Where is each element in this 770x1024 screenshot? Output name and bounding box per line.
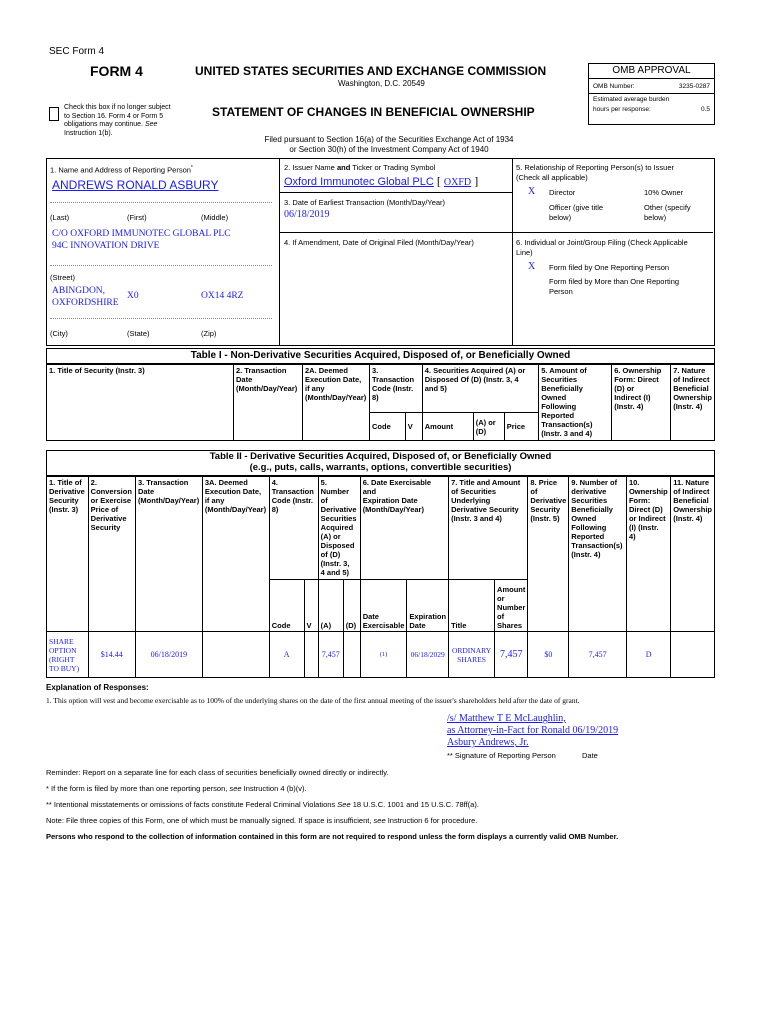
explanation-heading: Explanation of Responses: <box>46 683 149 692</box>
cell-line: (Instr. 3) <box>49 505 79 514</box>
cell-line: derivative <box>571 487 607 496</box>
other-label <box>644 203 691 223</box>
cell-line: or <box>497 594 505 603</box>
omb-number-label: OMB Number: <box>593 83 635 90</box>
cell-line: Direct (D) <box>628 505 663 514</box>
cell-line: Disposed Of (D) (Instr. 3, 4 <box>424 375 519 384</box>
omb-approval-box <box>588 63 715 125</box>
file-note-text: Note: File three copies of this Form, one of which must be manually signed. If space is insufficient, <box>46 816 372 825</box>
box5-label-line: 5. Relationship of Reporting Person(s) to Issuer <box>516 163 674 172</box>
row-number-acquired: 7,457 <box>318 632 343 678</box>
t2-col-date <box>135 477 202 632</box>
cell-line: (Instr. 4) <box>673 402 703 411</box>
signature-line: as Attorney-in-Fact for Ronald <box>447 725 571 736</box>
divider <box>50 318 272 319</box>
cell-line: (Instr. 3 and 4) <box>541 429 593 438</box>
cell-line: Beneficial <box>673 384 709 393</box>
t2-sub-code: Code <box>269 580 304 632</box>
divider <box>279 192 512 193</box>
file-note-see: see <box>373 816 386 825</box>
cell-line: Acquired <box>320 523 354 532</box>
no-longer-subject-checkbox[interactable] <box>49 107 59 121</box>
box6-label <box>516 238 688 258</box>
omb-hours: 0.5 <box>700 106 710 113</box>
box6-label-line: 6. Individual or Joint/Group Filing (Check Applicable <box>516 238 688 247</box>
cell-line: Beneficially <box>541 384 583 393</box>
t2-sub-date-exercisable <box>360 580 407 632</box>
last-label: (Last) <box>50 213 70 222</box>
reporting-person-name[interactable]: ANDREWS RONALD ASBURY <box>52 178 219 192</box>
box6-label-line: Line) <box>516 248 533 257</box>
t2-sub-a: (A) <box>318 580 343 632</box>
cell-line: (D) or <box>614 384 635 393</box>
t1-sub-aord <box>473 413 504 441</box>
city-line: OXFORDSHIRE <box>52 298 119 308</box>
address-line: 94C INNOVATION DRIVE <box>52 241 160 251</box>
cell-line: Security <box>530 505 560 514</box>
cell-line: 3. Transaction <box>137 478 189 487</box>
cell-line: Form: <box>628 496 651 505</box>
omb-number-row <box>589 79 714 93</box>
double-star-text: 18 U.S.C. 1001 and 15 U.S.C. 78ff(a). <box>352 800 479 809</box>
cell-line: Expiration <box>409 612 447 621</box>
cell-line: Securities <box>320 514 357 523</box>
box2-label-and: and <box>336 163 351 172</box>
box5-label <box>516 163 674 183</box>
t2-col-title <box>47 477 89 632</box>
t2-sub-v: V <box>304 580 318 632</box>
cell-line: Derivative Security <box>451 505 519 514</box>
cell-line: of Indirect <box>673 487 710 496</box>
cell-line: SHARE <box>49 636 74 646</box>
t1-col-acquired <box>422 365 538 413</box>
cell-line: of (D) <box>320 550 341 559</box>
ticker-symbol[interactable]: OXFD <box>443 177 472 188</box>
box1-star: * <box>190 165 193 171</box>
row-transaction-date: 06/18/2019 <box>135 632 202 678</box>
issuer-line <box>284 174 478 189</box>
cell-line: OPTION <box>49 645 77 655</box>
cell-line: TO BUY) <box>49 663 80 673</box>
cell-line: (Month/Day/Year) <box>137 496 200 505</box>
box2-label-b: Ticker or Trading Symbol <box>352 163 436 172</box>
cell-line: Derivative <box>530 496 567 505</box>
checkbox-instructions <box>64 104 171 138</box>
cell-line: Security <box>90 523 121 532</box>
cell-line: Derivative <box>320 505 357 514</box>
cell-line: (D) <box>475 426 487 436</box>
row-owned-following: 7,457 <box>569 632 627 678</box>
t1-col-date <box>234 365 303 441</box>
form-title: FORM 4 <box>90 63 143 79</box>
filed-line: Filed pursuant to Section 16(a) of the Securities Exchange Act of 1934 <box>264 135 514 144</box>
box3-label: 3. Date of Earliest Transaction (Month/Day/Year) <box>284 198 446 207</box>
cell-line: 4 and 5) <box>320 568 350 577</box>
statement-title: STATEMENT OF CHANGES IN BENEFICIAL OWNERSHIP <box>212 105 535 119</box>
cell-line: 9. Number of <box>571 478 618 487</box>
other-line: below) <box>644 213 667 222</box>
checkbox-text-line: Check this box if no longer subject <box>64 104 171 111</box>
cell-line: Transaction <box>271 487 314 496</box>
cell-line: Date <box>236 375 253 384</box>
cell-line: of <box>530 487 538 496</box>
filed-line: or Section 30(h) of the Investment Company Act of 1940 <box>289 145 489 154</box>
cell-line: (Instr. 3, <box>320 559 350 568</box>
cell-line: Underlying <box>451 496 491 505</box>
cell-line: 2. Transaction <box>236 366 287 375</box>
t2-col-code <box>269 477 318 580</box>
cell-line: Security <box>49 496 79 505</box>
t2-sub-title: Title <box>449 580 495 632</box>
state-value: X0 <box>127 291 139 301</box>
table2-title <box>46 450 715 476</box>
ten-percent-owner-label: 10% Owner <box>644 188 684 197</box>
sec-form-label: SEC Form 4 <box>49 46 105 57</box>
explanation-note-1: 1. This option will vest and become exercisable as to 100% of the underlying shares on the date of the first annual meeting of the issuer's shareholders held after the date of grant. <box>46 696 580 705</box>
cell-line: 7. Nature <box>673 366 706 375</box>
t1-col-ownership-form <box>612 365 671 441</box>
cell-line: Date <box>362 612 379 621</box>
table2-title-line: Table II - Derivative Securities Acquired, Disposed of, or Beneficially Owned <box>209 451 552 462</box>
cell-line: (Instr. 4) <box>571 550 601 559</box>
checkbox-text-line: Instruction 1(b). <box>64 129 113 137</box>
divider <box>50 202 272 203</box>
cell-line: 5. Amount of <box>541 366 587 375</box>
cell-line: Shares <box>497 621 523 630</box>
cell-line: Expiration Date <box>362 496 418 505</box>
cell-line: Owned <box>541 393 567 402</box>
omb-title: OMB APPROVAL <box>589 64 714 79</box>
row-security <box>47 632 89 678</box>
box4-label: 4. If Amendment, Date of Original Filed (Month/Day/Year) <box>284 238 474 247</box>
issuer-name[interactable]: Oxford Immunotec Global PLC <box>284 176 434 188</box>
cell-line: Disposed <box>320 541 355 550</box>
omb-number: 3235-0287 <box>678 83 710 90</box>
officer-label <box>549 203 603 223</box>
cell-line: Indirect (I) <box>614 393 651 402</box>
cell-line: Execution Date, <box>204 487 262 496</box>
t1-sub-price: Price <box>504 413 538 441</box>
cell-line: if any <box>305 384 325 393</box>
t2-col-underlying <box>449 477 528 580</box>
row-code: A <box>269 632 304 678</box>
cell-line: 8) <box>271 505 279 514</box>
signature-label: ** Signature of Reporting Person <box>447 751 556 760</box>
file-note <box>46 813 713 829</box>
cell-line: 8. Price <box>530 478 558 487</box>
table1-title: Table I - Non-Derivative Securities Acquired, Disposed of, or Beneficially Owned <box>46 348 715 364</box>
cell-line: 2A. Deemed <box>305 366 348 375</box>
cell-line: Price of <box>90 505 119 514</box>
agency-title: UNITED STATES SECURITIES AND EXCHANGE COMMISSION <box>195 64 547 78</box>
agency-location: Washington, D.C. 20549 <box>338 79 425 88</box>
signature-date: 06/19/2019 <box>572 725 619 736</box>
cell-line: 8) <box>372 393 379 402</box>
cell-line: 2. <box>90 478 97 487</box>
signature-line: Asbury Andrews, Jr. <box>447 737 529 748</box>
cell-line: (Month/Day/Year) <box>236 384 298 393</box>
t2-sub-amount <box>495 580 528 632</box>
cell-line: (Instr. 4) <box>673 514 703 523</box>
zip-value: OX14 4RZ <box>201 291 244 301</box>
cell-line: (Instr. 4) <box>614 402 644 411</box>
cell-line: ORDINARY <box>451 645 492 655</box>
cell-line: or Exercise <box>90 496 132 505</box>
cell-line: Exercisable <box>362 621 405 630</box>
director-check[interactable]: X <box>528 186 536 197</box>
t2-col-nature <box>671 477 715 632</box>
cell-line: Ownership <box>628 487 668 496</box>
director-label: Director <box>549 188 576 197</box>
star-note-text: * If the form is filed by more than one reporting person, <box>46 784 228 793</box>
divider <box>279 232 713 233</box>
cell-line: Derivative <box>49 487 85 496</box>
file-note-text: Instruction 6 for procedure. <box>387 816 478 825</box>
cell-line: (Instr. 3 and 4) <box>451 514 502 523</box>
t2-col-owned <box>569 477 627 632</box>
cell-line: Amount <box>497 585 526 594</box>
cell-line: Date <box>409 621 426 630</box>
cell-line: 6. Ownership <box>614 366 662 375</box>
footer-notes <box>46 765 713 845</box>
cell-line: Following <box>571 523 607 532</box>
row-underlying-shares: 7,457 <box>495 632 528 678</box>
reminder-note: Reminder: Report on a separate line for each class of securities beneficially owned directly or indirectly. <box>46 768 389 777</box>
t1-col-amount-owned <box>539 365 612 441</box>
cell-line: of Securities <box>451 487 497 496</box>
star-note <box>46 781 713 797</box>
cell-line: 3A. Deemed <box>204 478 248 487</box>
more-persons-line: Form filed by More than One Reporting <box>549 277 680 286</box>
cell-line: 5. <box>320 478 327 487</box>
officer-line: below) <box>549 213 572 222</box>
t2-col-deemed <box>202 477 269 632</box>
other-line: Other (specify <box>644 203 691 212</box>
star-note-text: Instruction 4 (b)(v). <box>243 784 307 793</box>
cell-line: or Indirect <box>628 514 666 523</box>
cell-line: 6. Date Exercisable and <box>362 478 432 496</box>
cell-line: 4. Securities Acquired (A) or <box>424 366 526 375</box>
signature-block <box>447 713 618 749</box>
double-star-text: ** Intentional misstatements or omissions of facts constitute Federal Criminal Violations <box>46 800 336 809</box>
t2-col-ownership-form <box>626 477 670 632</box>
address-line: C/O OXFORD IMMUNOTEC GLOBAL PLC <box>52 229 231 239</box>
box5-label-line: (Check all applicable) <box>516 173 588 182</box>
cell-line: 4. <box>271 478 279 487</box>
cell-line: Execution Date, <box>305 375 362 384</box>
more-persons-label <box>549 277 679 297</box>
box2-label <box>284 163 435 172</box>
t2-col-conversion <box>88 477 135 632</box>
cell-line: SHARES <box>457 654 486 664</box>
one-person-label: Form filed by One Reporting Person <box>549 263 670 272</box>
box1-label-text: 1. Name and Address of Reporting Person <box>50 165 191 175</box>
box2-label-a: 2. Issuer Name <box>284 163 335 172</box>
cell-line: Beneficial <box>673 496 709 505</box>
signature-line: /s/ Matthew T E McLaughlin, <box>447 713 566 724</box>
cell-line: Securities <box>541 375 578 384</box>
omb-hours-row <box>589 105 714 117</box>
cell-line: Beneficially <box>571 505 613 514</box>
t2-col-number <box>318 477 360 580</box>
cell-line: Number <box>497 603 526 612</box>
cell-line: Form: Direct <box>614 375 659 384</box>
filed-pursuant <box>0 135 770 155</box>
cell-line: 3. <box>372 366 379 375</box>
cell-line: Securities <box>571 496 608 505</box>
city-label: (City) <box>50 329 68 338</box>
omb-burden: Estimated average burden <box>589 93 714 105</box>
zip-label: (Zip) <box>201 329 217 338</box>
star-note-see: see <box>229 784 242 793</box>
bracket: [ <box>436 174 441 188</box>
cell-line: if any <box>204 496 225 505</box>
cell-line: (Month/Day/Year) <box>362 505 424 514</box>
earliest-transaction-date: 06/18/2019 <box>284 209 330 220</box>
state-label: (State) <box>127 329 150 338</box>
cell-line: Code (Instr. <box>271 496 314 505</box>
cell-line: Ownership <box>673 505 712 514</box>
divider <box>279 158 280 345</box>
cell-line: Transaction <box>372 375 415 384</box>
street-label: (Street) <box>50 273 76 282</box>
checkbox-text-line: to Section 16. Form 4 or Form 5 <box>64 112 164 120</box>
cell-line: (Month/Day/Year) <box>204 505 267 514</box>
table2 <box>46 476 715 678</box>
cell-line: 11. Nature <box>673 478 710 487</box>
row-underlying-title <box>449 632 495 678</box>
table-row <box>47 632 715 678</box>
cell-line: Date <box>137 487 155 496</box>
cell-line: Transaction(s) <box>571 541 623 550</box>
city-line: ABINGDON, <box>52 286 106 296</box>
t1-sub-amount: Amount <box>422 413 473 441</box>
row-expiration-date: 06/18/2029 <box>407 632 449 678</box>
row-date-exercisable: (1) <box>360 632 407 678</box>
t1-col-code <box>370 365 423 413</box>
cell-line: of <box>497 612 505 621</box>
cell-line: Following <box>541 402 577 411</box>
double-star-note <box>46 797 713 813</box>
t2-sub-d: (D) <box>343 580 360 632</box>
cell-line: Ownership <box>673 393 712 402</box>
one-person-check[interactable]: X <box>528 261 536 272</box>
t2-col-price <box>528 477 569 632</box>
date-label: Date <box>582 751 598 760</box>
cell-line: Owned <box>571 514 597 523</box>
t2-sub-expiration <box>407 580 449 632</box>
cell-line: Code (Instr. <box>372 384 414 393</box>
t1-col-nature <box>671 365 715 441</box>
t1-col-title: 1. Title of Security (Instr. 3) <box>47 365 234 441</box>
row-derivative-price: $0 <box>528 632 569 678</box>
cell-line: 4) <box>628 532 636 541</box>
middle-label: (Middle) <box>201 213 229 222</box>
divider <box>50 265 272 266</box>
divider <box>512 158 513 345</box>
omb-hours-label: hours per response: <box>593 106 651 113</box>
t1-sub-code: Code <box>370 413 406 441</box>
cell-line: and 5) <box>424 384 447 393</box>
t1-col-deemed <box>303 365 370 441</box>
omb-notice: Persons who respond to the collection of information contained in this form are not required to respond unless the form displays a currently valid OMB Number. <box>46 832 619 841</box>
city-value <box>52 285 119 309</box>
cell-line: (Instr. 5) <box>530 514 560 523</box>
table1 <box>46 364 715 441</box>
cell-line: Transaction(s) <box>541 420 593 429</box>
cell-line: 10. <box>628 478 640 487</box>
t1-sub-v: V <box>405 413 422 441</box>
cell-line: (A) or <box>320 532 341 541</box>
street-address <box>52 228 231 252</box>
cell-line: 1. Title of <box>49 478 82 487</box>
table2-title-line: (e.g., puts, calls, warrants, options, convertible securities) <box>249 462 512 473</box>
cell-line: of Indirect <box>673 375 710 384</box>
box1-label <box>50 165 193 175</box>
row-nature <box>671 632 715 678</box>
bracket: ] <box>474 174 479 188</box>
officer-line: Officer (give title <box>549 203 604 212</box>
cell-line: Number <box>320 487 350 496</box>
cell-line: Conversion <box>90 487 132 496</box>
cell-line: Reported <box>571 532 605 541</box>
checkbox-text: obligations may continue. <box>64 121 143 128</box>
t2-col-exercisable <box>360 477 448 580</box>
cell-line: 7. Title and Amount <box>451 478 521 487</box>
row-disposed <box>343 632 360 678</box>
checkbox-see: See <box>144 121 158 128</box>
cell-line: of <box>320 496 328 505</box>
row-deemed-date <box>202 632 269 678</box>
cell-line: (RIGHT <box>49 654 75 664</box>
cell-line: (I) (Instr. <box>628 523 659 532</box>
first-label: (First) <box>127 213 147 222</box>
cell-line: (A) or <box>475 417 496 427</box>
checkbox-text-line <box>64 121 171 130</box>
cell-line: Reported <box>541 411 575 420</box>
cell-line: Derivative <box>90 514 127 523</box>
more-persons-line: Person <box>549 287 573 296</box>
row-ownership-form: D <box>626 632 670 678</box>
double-star-see: See <box>337 800 351 809</box>
cell-line: (Month/Day/Year) <box>305 393 367 402</box>
row-v <box>304 632 318 678</box>
row-exercise-price: $14.44 <box>88 632 135 678</box>
